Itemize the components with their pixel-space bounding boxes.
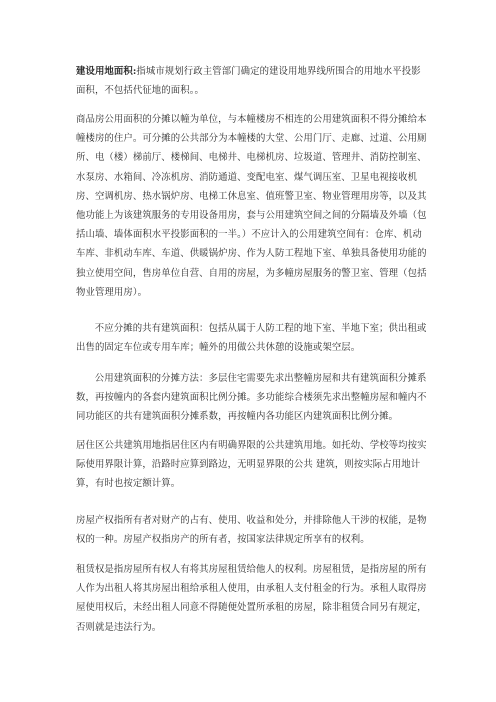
- paragraph-allocation-method: 公用建筑面积的分摊方法：多层住宅需要先求出整幢房屋和共有建筑面积分摊系数，再按幢内的各套内建筑面积比例分摊。多功能综合楼须先求出整幢房屋和幢内不同功能区的共有建筑面积分摊系数，再按幢内各功能区内建筑面积比例分摊。: [76, 373, 427, 423]
- paragraph-property-rights: 房屋产权指所有者对财产的占有、使用、收益和处分，并排除他人干涉的权能，是物权的一种。房屋产权指房产的所有者，按国家法律规定所享有的权利。: [76, 515, 427, 546]
- paragraph-shared-area-allocation: 商品房公用面积的分摊以幢为单位，与本幢楼房不相连的公用建筑面积不得分摊给本幢楼房的住户。可分摊的公共部分为本幢楼的大堂、公用门厅、走廊、过道、公用厕所、电（楼）梯前厅、楼梯间、电梯井、电梯机房、垃圾道、管理井、消防控制室、水泵房、水箱间、冷冻机房、消防通道、变配电室、煤气调压室、卫星电视接收机房、空调机房、热水锅炉房、电梯工休息室、值班警卫室、物业管理用房等，以及其他功能上为该建筑服务的专用设备用房，套与公用建筑空间之间的分隔墙及外墙（包括山墙、墙体面积水平投影面积的一半。）不应计入的公用建筑空间有：仓库、机动车库、非机动车库、车道、供暖锅炉房、作为人防工程地下室、单独具备使用功能的独立使用空间，售房单位自营、自用的房屋，为多幢房屋服务的警卫室、管理（包括物业管理用房）。: [76, 114, 427, 298]
- paragraph-lead: 建设用地面积:: [76, 66, 137, 77]
- paragraph-text: 指城市规划行政主管部门确定的建设用地界线所围合的用地水平投影面积，不包括代征地的面积。。: [76, 66, 421, 97]
- paragraph-public-building-land: 居住区公共建筑用地指居住区内有明确界限的公共建筑用地。如托幼、学校等均按实际使用界限计算，沿路时应算到路边，无明显界限的公共 建筑，则按实际占用地计算，有时也按定额计算。: [76, 440, 427, 490]
- paragraph-lease-rights: 租赁权是指房屋所有权人有将其房屋租赁给他人的权利。房屋租赁，是指房屋的所有人作为出租人将其房屋出租给承租人使用，由承租人支付租金的行为。承租人取得房屋使用权后，未经出租人同意不得随便处置所承租的房屋，除非租赁合同另有规定，否则就是违法行为。: [76, 564, 427, 633]
- paragraph-land-area: [76, 62, 428, 100]
- paragraph-non-allocated-area: 不应分摊的共有建筑面积：包括从属于人防工程的地下室、半地下室；供出租或出售的固定车位或专用车库；幢外的用做公共休憩的设施或架空层。: [76, 323, 427, 354]
